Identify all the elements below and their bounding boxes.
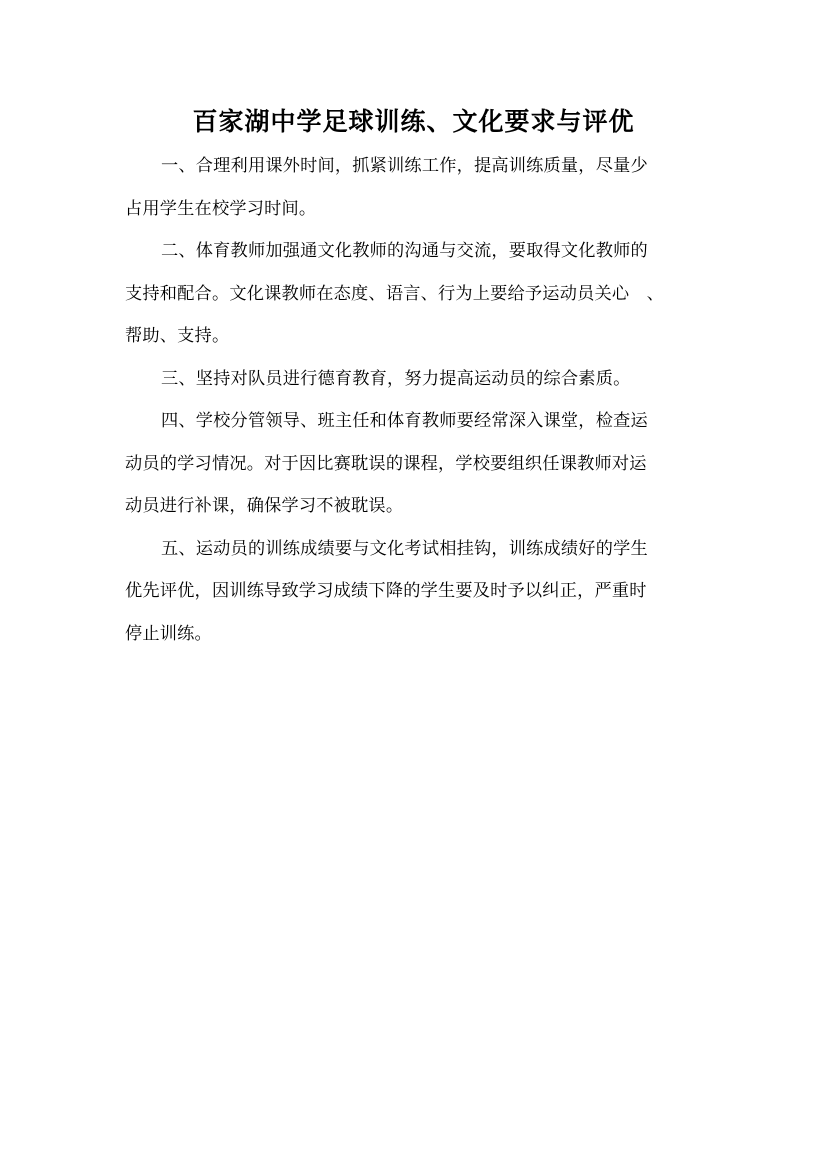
paragraph-line: 动员进行补课，确保学习不被耽误。 — [125, 496, 404, 516]
paragraph-line: 支持和配合。文化课教师在态度、语言、行为上要给予运动员关心 、 — [125, 283, 665, 304]
paragraph-5 — [125, 528, 705, 656]
paragraph-line: 一、合理利用课外时间，抓紧训练工作，提高训练质量，尽量少 — [161, 156, 648, 176]
document-title: 百家湖中学足球训练、文化要求与评优 — [192, 107, 635, 136]
paragraph-line: 停止训练。 — [125, 623, 212, 644]
paragraph-line: 占用学生在校学习时间。 — [125, 198, 317, 219]
paragraph-line: 二、体育教师加强通文化教师的沟通与交流，要取得文化教师的 — [161, 241, 648, 261]
document-body — [125, 145, 705, 655]
paragraph-line: 五、运动员的训练成绩要与文化考试相挂钩，训练成绩好的学生 — [161, 538, 648, 559]
paragraph-2 — [125, 230, 705, 358]
paragraph-3 — [125, 358, 705, 401]
paragraph-line: 四、学校分管领导、班主任和体育教师要经常深入课堂，检查运 — [161, 411, 648, 431]
paragraph-line: 帮助、支持。 — [125, 326, 230, 346]
paragraph-4 — [125, 400, 705, 528]
paragraph-line: 三、坚持对队员进行德育教育，努力提高运动员的综合素质。 — [161, 368, 631, 389]
paragraph-line: 动员的学习情况。对于因比赛耽误的课程，学校要组织任课教师对运 — [125, 453, 647, 474]
paragraph-1 — [125, 145, 705, 230]
paragraph-line: 优先评优，因训练导致学习成绩下降的学生要及时予以纠正，严重时 — [125, 581, 647, 601]
